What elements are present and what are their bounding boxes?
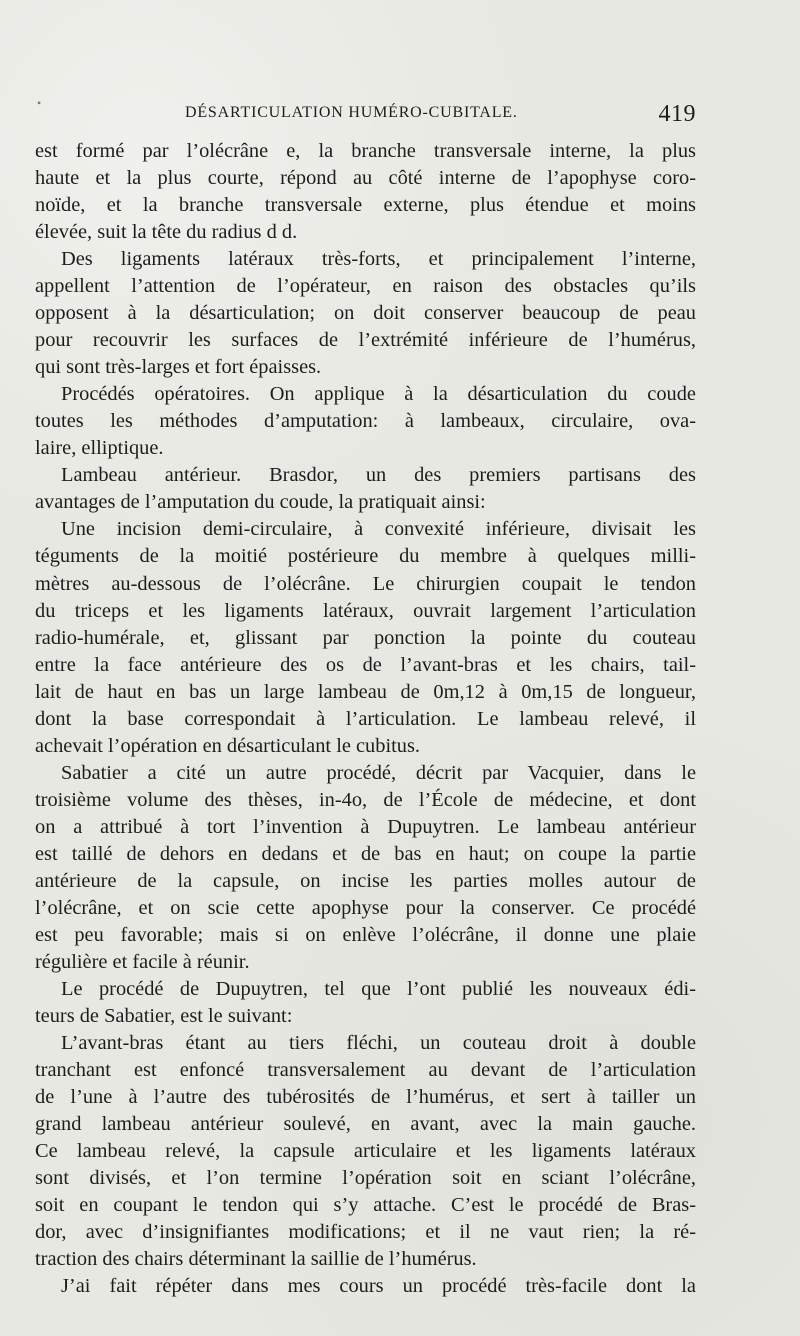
page-header bbox=[35, 101, 696, 136]
text-line: Ce lambeau relevé, la capsule articulaire et les ligaments latéraux bbox=[35, 1140, 696, 1163]
text-line: mètres au-dessous de l’olécrâne. Le chirurgien coupait le tendon bbox=[35, 572, 696, 595]
text-line: Des ligaments latéraux très-forts, et principalement l’interne, bbox=[61, 248, 696, 271]
text-line: est taillé de dehors en dedans et de bas en haut; on coupe la partie bbox=[35, 842, 696, 865]
text-line: J’ai fait répéter dans mes cours un procédé très-facile dont la bbox=[61, 1275, 696, 1298]
text-line: est formé par l’olécrâne e, la branche transversale interne, la plus bbox=[35, 140, 696, 162]
text-line: est peu favorable; mais si on enlève l’olécrâne, il donne une plaie bbox=[35, 923, 696, 946]
text-line: opposent à la désarticulation; on doit conserver beaucoup de peau bbox=[35, 302, 696, 325]
text-line: appellent l’attention de l’opérateur, en raison des obstacles qu’ils bbox=[35, 275, 696, 298]
text-line: avantages de l’amputation du coude, la pratiquait ainsi: bbox=[35, 491, 486, 514]
text-line: noïde, et la branche transversale externe, plus étendue et moins bbox=[35, 194, 696, 217]
text-line: lait de haut en bas un large lambeau de 0m,12 à 0m,15 de longueur, bbox=[35, 680, 696, 703]
page-number: 419 bbox=[658, 101, 696, 127]
text-line: antérieure de la capsule, on incise les parties molles autour de bbox=[35, 869, 696, 892]
running-head: DÉSARTICULATION HUMÉRO-CUBITALE. bbox=[185, 104, 518, 121]
body-text bbox=[35, 138, 696, 1300]
text-line: l’olécrâne, et on scie cette apophyse pour la conserver. Ce procédé bbox=[35, 896, 696, 919]
text-line: haute et la plus courte, répond au côté interne de l’apophyse coro- bbox=[35, 167, 696, 190]
text-line: toutes les méthodes d’amputation: à lambeaux, circulaire, ova- bbox=[35, 410, 696, 433]
text-line: Procédés opératoires. On applique à la désarticulation du coude bbox=[61, 383, 696, 406]
text-line: L’avant-bras étant au tiers fléchi, un couteau droit à double bbox=[61, 1032, 696, 1055]
text-line: dor, avec d’insignifiantes modifications; et il ne vaut rien; la ré- bbox=[35, 1221, 696, 1244]
text-line: soit en coupant le tendon qui s’y attache. C’est le procédé de Bras- bbox=[35, 1194, 696, 1217]
text-line: régulière et facile à réunir. bbox=[35, 950, 250, 973]
text-line: grand lambeau antérieur soulevé, en avant, avec la main gauche. bbox=[35, 1113, 696, 1136]
text-line: Lambeau antérieur. Brasdor, un des premiers partisans des bbox=[61, 464, 696, 487]
text-line: entre la face antérieure des os de l’avant-bras et les chairs, tail- bbox=[35, 653, 696, 676]
text-line: troisième volume des thèses, in-4o, de l’École de médecine, et dont bbox=[35, 788, 696, 811]
text-line: qui sont très-larges et fort épaisses. bbox=[35, 356, 322, 379]
text-line: dont la base correspondait à l’articulation. Le lambeau relevé, il bbox=[35, 707, 696, 730]
text-line: tranchant est enfoncé transversalement au devant de l’articulation bbox=[35, 1059, 696, 1082]
text-line: élevée, suit la tête du radius d d. bbox=[35, 221, 298, 244]
text-line: du triceps et les ligaments latéraux, ouvrait largement l’articulation bbox=[35, 599, 696, 622]
text-line: pour recouvrir les surfaces de l’extrémité inférieure de l’humérus, bbox=[35, 329, 696, 352]
text-line: on a attribué à tort l’invention à Dupuytren. Le lambeau antérieur bbox=[35, 815, 696, 838]
text-line: traction des chairs déterminant la saillie de l’humérus. bbox=[35, 1248, 477, 1271]
print-speck: • bbox=[37, 96, 42, 110]
text-line: teurs de Sabatier, est le suivant: bbox=[35, 1005, 293, 1027]
text-line: achevait l’opération en désarticulant le cubitus. bbox=[35, 734, 421, 757]
text-line: Le procédé de Dupuytren, tel que l’ont publié les nouveaux édi- bbox=[61, 977, 696, 1000]
text-line: téguments de la moitié postérieure du membre à quelques milli- bbox=[35, 545, 696, 568]
text-line: Une incision demi-circulaire, à convexité inférieure, divisait les bbox=[61, 518, 696, 541]
text-line: de l’une à l’autre des tubérosités de l’humérus, et sert à tailler un bbox=[35, 1086, 696, 1109]
text-line: sont divisés, et l’on termine l’opération soit en sciant l’olécrâne, bbox=[35, 1167, 696, 1190]
text-line: Sabatier a cité un autre procédé, décrit par Vacquier, dans le bbox=[61, 761, 696, 784]
text-line: radio-humérale, et, glissant par ponction la pointe du couteau bbox=[35, 626, 696, 649]
text-line: laire, elliptique. bbox=[35, 437, 164, 460]
